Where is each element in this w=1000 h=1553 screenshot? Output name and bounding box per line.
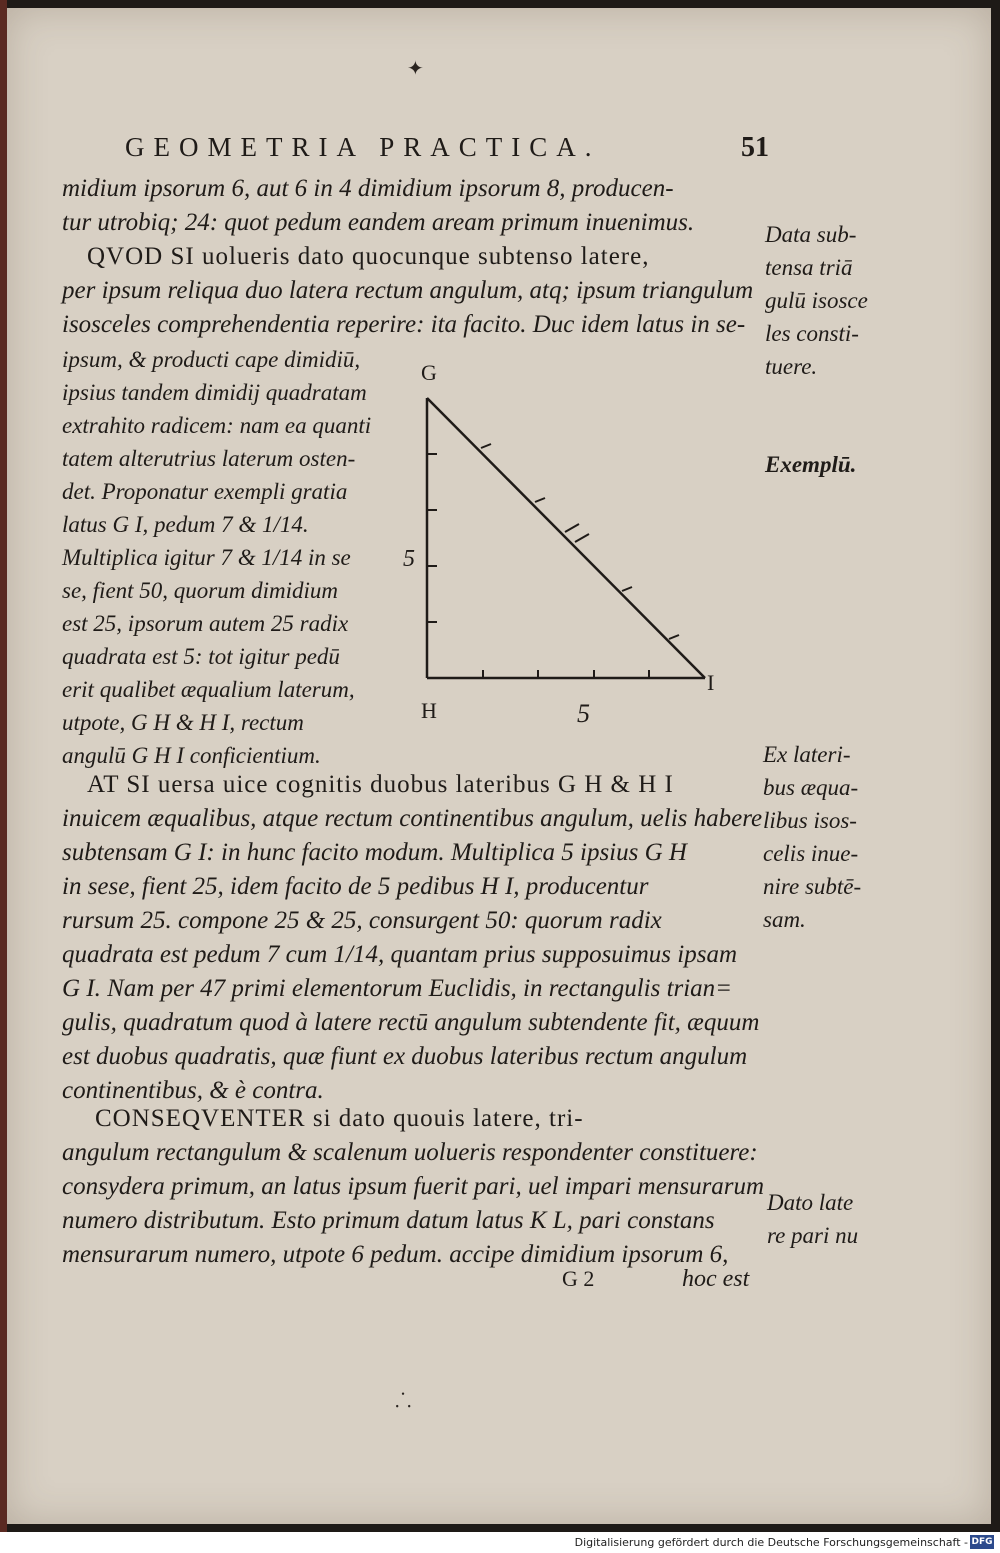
text-line: per ipsum reliqua duo latera rectum angulum, atq; ipsum triangulum (62, 277, 754, 304)
text-line: in sese, fient 25, idem facito de 5 pedibus H I, producentur (62, 873, 649, 900)
catchword: hoc est (682, 1266, 750, 1292)
text-line: erit qualibet æqualium laterum, (62, 677, 355, 702)
margin-note-line: Exemplū. (765, 452, 857, 477)
book-edge (0, 0, 7, 1532)
margin-note-line: tuere. (765, 354, 818, 379)
text-line: utpote, G H & H I, rectum (62, 710, 304, 735)
margin-note-line: Ex lateri- (763, 742, 851, 767)
margin-note-line: bus æqua- (763, 775, 859, 800)
text-line: numero distributum. Esto primum datum latus K L, pari constans (62, 1207, 715, 1234)
margin-note-line: Data sub- (765, 222, 857, 247)
text-line: det. Proponatur exempli gratia (62, 479, 348, 504)
text-line: est 25, ipsorum autem 25 radix (62, 611, 349, 636)
side-gi (427, 398, 705, 678)
triangle-diagram (403, 358, 737, 738)
margin-note-line: nire subtē- (763, 874, 862, 899)
text-line: ipsum, & producti cape dimidiū, (62, 347, 361, 372)
running-head: GEOMETRIA PRACTICA. (125, 132, 601, 162)
label-side-horizontal: 5 (577, 699, 590, 728)
text-line: est duobus quadratis, quæ fiunt ex duobus lateribus rectum angulum (62, 1043, 748, 1070)
text-line: ipsius tandem dimidij quadratam (62, 380, 367, 405)
text-line: latus G I, pedum 7 & 1/14. (62, 512, 309, 537)
text-line: tatem alterutrius laterum osten- (62, 446, 356, 471)
text-line: CONSEQVENTER si dato quouis latere, tri- (95, 1105, 584, 1132)
text-line: AT SI uersa uice cognitis duobus lateribus G H & H I (87, 771, 674, 798)
text-line: G I. Nam per 47 primi elementorum Euclidis, in rectangulis trian= (62, 975, 733, 1002)
book-page (7, 8, 991, 1524)
margin-note-line: tensa triā (765, 255, 853, 280)
text-line: continentibus, & è contra. (62, 1077, 324, 1104)
text-line: angulum rectangulum & scalenum uolueris respondenter constituere: (62, 1139, 758, 1166)
footer-credit: Digitalisierung gefördert durch die Deutsche Forschungsgemeinschaft - (574, 1536, 968, 1549)
label-g: G (421, 360, 437, 385)
text-line: angulū G H I conficientium. (62, 743, 321, 768)
label-side-vertical: 5 (403, 546, 415, 572)
ink-mark: ⸫ (395, 1390, 412, 1412)
signature-mark: G 2 (562, 1266, 595, 1291)
text-line: quadrata est 5: tot igitur pedū (62, 644, 340, 669)
margin-note-line: gulū isosce (765, 288, 868, 313)
text-line: extrahito radicem: nam ea quanti (62, 413, 372, 438)
margin-note-line: les consti- (765, 321, 859, 346)
dfg-logo: DFG (971, 1537, 993, 1547)
text-line: isosceles comprehendentia reperire: ita facito. Duc idem latus in se- (62, 311, 746, 338)
text-line: subtensam G I: in hunc facito modum. Multiplica 5 ipsius G H (62, 839, 687, 866)
margin-note-line: re pari nu (767, 1223, 859, 1248)
ink-mark: ✦ (407, 58, 424, 80)
text-line: se, fient 50, quorum dimidium (62, 578, 338, 603)
margin-note-line: celis inue- (763, 841, 859, 866)
text-line: inuicem æqualibus, atque rectum continentibus angulum, uelis habere (62, 805, 763, 832)
margin-note-line: Dato late (767, 1190, 854, 1215)
text-line: mensurarum numero, utpote 6 pedum. accipe dimidium ipsorum 6, (62, 1241, 729, 1268)
margin-note-line: sam. (763, 907, 806, 932)
text-line: quadrata est pedum 7 cum 1/14, quantam prius supposuimus ipsam (62, 941, 738, 968)
text-line: midium ipsorum 6, aut 6 in 4 dimidium ipsorum 8, producen- (62, 175, 674, 202)
label-i: I (707, 670, 715, 695)
text-line: consydera primum, an latus ipsum fuerit pari, uel impari mensurarum (62, 1173, 765, 1200)
margin-note-line: libus isos- (763, 808, 857, 833)
page-number: 51 (741, 132, 769, 163)
text-line: gulis, quadratum quod à latere rectū angulum subtendente fit, æquum (62, 1009, 760, 1036)
text-line: Multiplica igitur 7 & 1/14 in se (62, 545, 351, 570)
text-line: QVOD SI uolueris dato quocunque subtenso latere, (87, 243, 650, 270)
label-h: H (421, 698, 437, 723)
text-line: tur utrobiq; 24: quot pedum eandem aream primum inuenimus. (62, 209, 695, 236)
text-line: rursum 25. compone 25 & 25, consurgent 50: quorum radix (62, 907, 662, 934)
